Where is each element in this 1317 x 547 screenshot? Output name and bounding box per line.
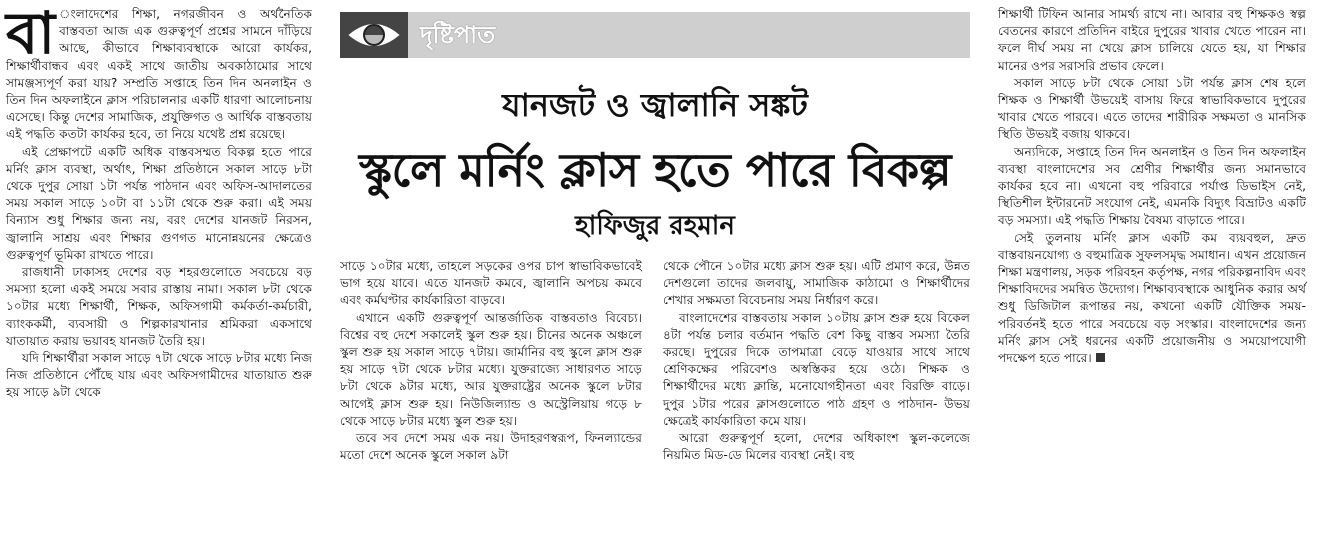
article-kicker: যানজট ও জ্বালানি সঙ্কট <box>502 86 808 124</box>
article-column-3 <box>663 258 970 464</box>
paragraph-text: ংলাদেশের শিক্ষা, নগরজীবন ও অর্থনৈতিক বাস্তবতা আজ এক গুরুত্বপূর্ণ প্রশ্নের সামনে দাঁড়িয়ে আছে, কীভাবে শিক্ষাব্যবস্থাকে আরো কার্যকর, শিক্ষার্থীবান্ধব এবং একই সাথে জাতীয় অবকাঠামোর সাথে সামঞ্জস্যপূর্ণ করা যায়? সম্প্রতি সপ্তাহে তিন দিন অনলাইন ও তিন দিন অফলাইনে ক্লাস পরিচালনার একটি ধারণা আলোচনায় এসেছে। কিন্তু দেশের সামাজিক, প্রযুক্তিগত ও আর্থিক বাস্তবতায় এই পদ্ধতি কতটা কার্যকর হবে, তা নিয়ে যথেষ্ট প্রশ্ন রয়েছে। <box>6 7 312 142</box>
paragraph: এখানে একটি গুরুত্বপূর্ণ আন্তর্জাতিক বাস্তবতাও বিবেচ্য। বিশ্বের বহু দেশে সকালেই স্কুল শুরু হয়। চীনের অনেক অঞ্চলে স্কুল শুরু হয় সকাল সাড়ে ৭টায়। জার্মানির বহু স্কুলে ক্লাস শুরু হয় সাড়ে ৭টা থেকে ৮টার মধ্যে। যুক্তরাজ্যে সাধারণত সাড়ে ৮টা থেকে ৯টার মধ্যে, আর যুক্তরাষ্ট্রের অনেক স্কুলে ৮টার আগেই ক্লাস শুরু হয়। নিউজিল্যান্ড ও অস্ট্রেলিয়ায় গড়ে ৮ থেকে সাড়ে ৮টার মধ্যে স্কুল শুরু হয়। <box>340 310 642 428</box>
paragraph: বাংলাদেশের বাস্তবতায় সকাল ১০টায় ক্লাস শুরু হয়ে বিকেল ৪টা পর্যন্ত চলার বর্তমান পদ্ধতি বেশ কিছু বাস্তব সমস্যা তৈরি করছে। দুপুরের দিকে তাপমাত্রা বেড়ে যাওয়ার সাথে সাথে শ্রেণিকক্ষের পরিবেশও অস্বস্তিকর হয়ে ওঠে। শিক্ষক ও শিক্ষার্থীদের মধ্যে ক্লান্তি, মনোযোগহীনতা এবং বিরক্তি বাড়ে। দুপুর ১টার পরের ক্লাসগুলোতে পাঠ গ্রহণ ও পাঠদান- উভয় ক্ষেত্রেই কার্যকারিতা কমে যায়। <box>663 310 970 428</box>
article-column-2 <box>340 258 642 464</box>
paragraph: শিক্ষার্থী টিফিন আনার সামর্থ্য রাখে না। আবার বহু শিক্ষকও স্বল্প বেতনের কারণে প্রতিদিন বাইরে দুপুরের খাবার খেতে পারেন না। ফলে দীর্ঘ সময় না খেয়ে ক্লাস চালিয়ে যেতে হয়, যা শিক্ষার মানের ওপর সরাসরি প্রভাব ফেলে। <box>998 7 1306 73</box>
paragraph: এই প্রেক্ষাপটে একটি অধিক বাস্তবসম্মত বিকল্প হতে পারে মর্নিং ক্লাস ব্যবস্থা, অর্থাৎ, শিক্ষা প্রতিষ্ঠানে সকাল সাড়ে ৮টা থেকে দুপুর সোয়া ১টা পর্যন্ত পাঠদান এবং অফিস-আদালতের সময় সকাল সাড়ে ১০টা বা ১১টা থেকে শুরু করা। এই সময় বিন্যাস শুধু শিক্ষার জন্য নয়, বরং দেশের যানজট নিরসন, জ্বালানি সাশ্রয় এবং শিক্ষার গুণগত মানোন্নয়নের ক্ষেত্রেও গুরুত্বপূর্ণ ভূমিকা রাখতে পারে। <box>6 144 312 262</box>
paragraph: রাজধানী ঢাকাসহ দেশের বড় শহরগুলোতে সবচেয়ে বড় সমস্যা হলো একই সময়ে সবার রাস্তায় নামা। সকাল ৮টা থেকে ১০টার মধ্যে শিক্ষার্থী, শিক্ষক, অফিসগামী কর্মকর্তা-কর্মচারী, ব্যাংককর্মী, ব্যবসায়ী ও শিল্পকারখানার শ্রমিকরা একসাথে যাতায়াত করায় ভয়াবহ যানজট তৈরি হয়। <box>6 265 312 348</box>
article-byline: হাফিজুর রহমান <box>575 211 735 241</box>
paragraph: থেকে পৌনে ১০টার মধ্যে ক্লাস শুরু হয়। এটি প্রমাণ করে, উন্নত দেশগুলো তাদের জলবায়ু, সামাজিক কাঠামো ও শিক্ষার্থীদের শেখার সক্ষমতা বিবেচনায় সময় নির্ধারণ করে। <box>663 259 970 308</box>
drop-cap: বা <box>6 0 56 67</box>
article-column-1 <box>6 0 312 402</box>
paragraph <box>6 0 312 144</box>
paragraph: অন্যদিকে, সপ্তাহে তিন দিন অনলাইন ও তিন দিন অফলাইন ব্যবস্থা বাংলাদেশের সব শ্রেণীর শিক্ষার্থীর জন্য সমানভাবে কার্যকর হবে না। এখনো বহু পরিবারে পর্যাপ্ত ডিভাইস নেই, স্থিতিশীল ইন্টারনেট সংযোগ নেই, এমনকি বিদ্যুৎ বিভ্রাটও একটি বড় সমস্যা। এই পদ্ধতি শিক্ষায় বৈষম্য বাড়াতে পারে। <box>998 144 1306 228</box>
article-headline: স্কুলে মর্নিং ক্লাস হতে পারে বিকল্প <box>359 143 951 197</box>
paragraph: সাড়ে ১০টার মধ্যে, তাহলে সড়কের ওপর চাপ স্বাভাবিকভাবেই ভাগ হয়ে যাবে। এতে যানজট কমবে, জ্বালানি অপচয় কমবে এবং কর্মঘণ্টার কার্যকারিতা বাড়বে। <box>340 259 642 308</box>
paragraph: আরো গুরুত্বপূর্ণ হলো, দেশের অধিকাংশ স্কুল-কলেজে নিয়মিত মিড-ডে মিলের ব্যবস্থা নেই। বহু <box>663 431 970 463</box>
paragraph-text: সেই তুলনায় মর্নিং ক্লাস একটি কম ব্যয়বহুল, দ্রুত বাস্তবায়নযোগ্য ও বহুমাত্রিক সুফলসমৃদ্ধ সমাধান। এখন প্রয়োজন শিক্ষা মন্ত্রণালয়, সড়ক পরিবহন কর্তৃপক্ষ, নগর পরিকল্পনাবিদ এবং শিক্ষাবিদদের সমন্বিত উদ্যোগ। শিক্ষাব্যবস্থাকে আধুনিক করার অর্থ শুধু ডিজিটাল রূপান্তর নয়, কখনো একটি যৌক্তিক সময়-পরিবর্তনই হতে পারে সবচেয়ে বড় সংস্কার। বাংলাদেশের জন্য মর্নিং ক্লাস সেই ধরনের একটি প্রয়োজনীয় ও সময়োপযোগী পদক্ষেপ হতে পারে। <box>998 230 1306 366</box>
end-of-article-mark <box>1096 353 1105 362</box>
paragraph: তবে সব দেশে সময় এক নয়। উদাহরণস্বরূপ, ফিনল্যান্ডের মতো দেশে অনেক স্কুলে সকাল ৯টা <box>340 431 642 463</box>
eye-icon <box>340 12 408 58</box>
section-header-bar <box>340 12 970 58</box>
article-column-4 <box>998 6 1306 367</box>
paragraph: সকাল সাড়ে ৮টা থেকে সোয়া ১টা পর্যন্ত ক্লাস শেষ হলে শিক্ষক ও শিক্ষার্থী উভয়েই বাসায় ফিরে স্বাভাবিকভাবে দুপুরের খাবার খেতে পারবে। এতে তাদের শারীরিক সক্ষমতা ও মানসিক স্থিতি উভয়ই বজায় থাকবে। <box>998 75 1306 142</box>
paragraph <box>998 230 1306 368</box>
paragraph: যদি শিক্ষার্থীরা সকাল সাড়ে ৭টা থেকে সাড়ে ৮টার মধ্যে নিজ নিজ প্রতিষ্ঠানে পৌঁছে যায় এবং অফিসগামীদের যাতায়াত শুরু হয় সাড়ে ৯টা থেকে <box>6 351 312 400</box>
section-label: দৃষ্টিপাত <box>420 21 496 49</box>
